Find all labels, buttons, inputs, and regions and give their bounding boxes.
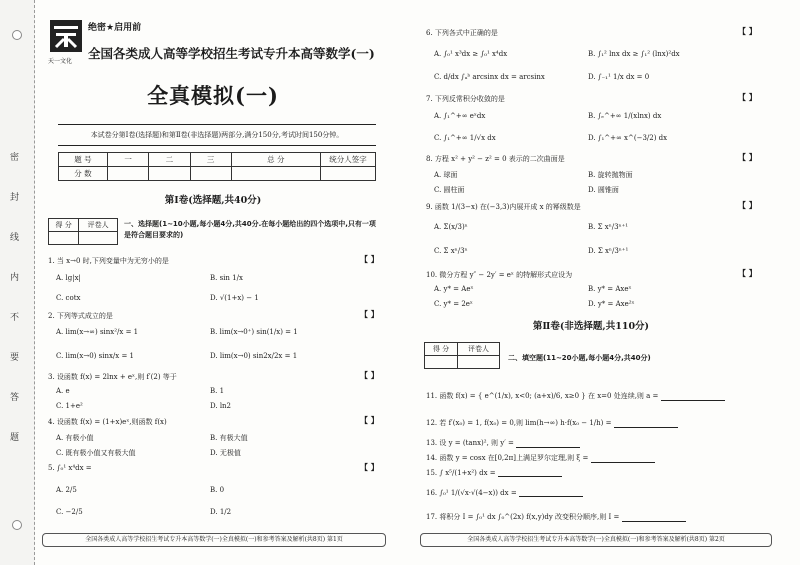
score-header: 统分人签字 (321, 153, 376, 167)
answer-blank[interactable] (622, 514, 686, 522)
score-cell (190, 167, 231, 181)
punch-hole (12, 30, 22, 40)
option: A. 球面 (434, 171, 458, 179)
answer-bracket[interactable]: 【 】 (738, 152, 757, 162)
fill-question (426, 453, 655, 463)
answer-bracket[interactable]: 【 】 (738, 268, 757, 278)
question: 4. 设函数 f(x) = (1+x)eˣ,则函数 f(x) (48, 418, 167, 426)
score-header: 一 (108, 153, 149, 167)
page-left (42, 6, 384, 551)
option: B. ∫ₑ^+∞ 1/(xlnx) dx (588, 112, 662, 120)
question: 10. 微分方程 y″ − 2y′ = eˣ 的特解形式应设为 (426, 271, 573, 279)
option: D. Σ xⁿ/3ⁿ⁺¹ (588, 247, 629, 255)
grader-label: 得 分 (425, 343, 458, 356)
option: A. 2/5 (56, 486, 77, 494)
option: C. 既有极小值又有极大值 (56, 449, 136, 457)
answer-bracket[interactable]: 【 】 (360, 415, 379, 425)
question: 5. ∫₀¹ x⁴dx = (48, 464, 92, 472)
grader-cell (457, 356, 499, 369)
page-footer: 全国各类成人高等学校招生考试专升本高等数学(一)全真模拟(一)和参考答案及解析(共8页) 第1页 (42, 533, 386, 547)
option: A. lg|x| (56, 274, 81, 282)
option: C. d/dx ∫ₐᵇ arcsinx dx = arcsinx (434, 73, 545, 81)
option: B. 1 (210, 387, 225, 395)
part2-instruction: 二、填空题(11~20小题,每小题4分,共40分) (508, 354, 651, 362)
exam-note: 本试卷分第Ⅰ卷(选择题)和第Ⅱ卷(非选择题)两部分,满分150分,考试时间150分钟。 (58, 124, 376, 146)
option: A. Σ(x/3)ⁿ (434, 223, 468, 231)
answer-bracket[interactable]: 【 】 (738, 92, 757, 102)
question: 1. 当 x→0 时,下列变量中为无穷小的是 (48, 257, 169, 265)
option: C. cotx (56, 294, 81, 302)
grader-cell (49, 232, 79, 245)
option: A. e (56, 387, 70, 395)
option: D. 圆锥面 (588, 186, 619, 194)
grader-box (48, 218, 118, 245)
option: C. lim(x→0) sinx/x = 1 (56, 352, 134, 360)
question: 2. 下列等式成立的是 (48, 312, 113, 320)
question: 8. 方程 x² + y² − z² = 0 表示的二次曲面是 (426, 155, 565, 163)
option: C. ∫₁^+∞ 1/√x dx (434, 134, 496, 142)
score-header: 分 数 (59, 167, 108, 181)
score-table (58, 152, 376, 181)
option: A. y* = Aeˣ (434, 285, 474, 293)
seal-char: 不 (10, 313, 20, 323)
option: D. 无极值 (210, 449, 241, 457)
fill-question (426, 469, 562, 477)
option: C. y* = 2eˣ (434, 300, 473, 308)
option: D. ∫₋₁¹ 1/x dx = 0 (588, 73, 650, 81)
seal-char: 内 (10, 273, 20, 283)
secret-label: 绝密★启用前 (88, 23, 142, 33)
punch-hole (12, 520, 22, 530)
option: D. ∫₁^+∞ x^(−3/2) dx (588, 134, 668, 142)
question: 9. 函数 1/(3−x) 在(−3,3)内展开成 x 的幂级数是 (426, 203, 581, 211)
exam-title: 全国各类成人高等学校招生考试专升本高等数学(一) (88, 46, 375, 61)
option: D. √(1+x) − 1 (210, 294, 259, 302)
answer-bracket[interactable]: 【 】 (360, 462, 379, 472)
option: A. ∫₁^+∞ eˣdx (434, 112, 486, 120)
option: D. y* = Axe²ˣ (588, 300, 635, 308)
fill-question-text: 17. 将积分 I = ∫₀¹ dx ∫₀^(2x) f(x,y)dy 改变积分顺序,则 I = (426, 513, 620, 521)
option: B. 0 (210, 486, 225, 494)
grader-label: 得 分 (49, 219, 79, 232)
option: C. −2/5 (56, 508, 83, 516)
option: B. lim(x→0⁺) sin(1/x) = 1 (210, 328, 298, 336)
grader-cell (79, 232, 118, 245)
part1-instruction: 一、选择题(1~10小题,每小题4分,共40分.在每小题给出的四个选项中,只有一项是符合题目要求的) (124, 220, 376, 239)
fill-question (426, 418, 678, 428)
option: D. ln2 (210, 402, 232, 410)
score-header: 三 (190, 153, 231, 167)
option: B. 旋转抛物面 (588, 171, 633, 179)
option: C. Σ xⁿ/3ⁿ (434, 247, 468, 255)
score-cell (149, 167, 190, 181)
page-right (420, 6, 780, 551)
fill-question (426, 391, 725, 401)
option: B. sin 1/x (210, 274, 243, 282)
grader-cell (425, 356, 458, 369)
seal-char: 题 (10, 433, 20, 443)
fill-question-text: 11. 函数 f(x) = { e^(1/x), x<0; (a+x)/6, x≥0 } 在 x=0 处连续,则 a = (426, 392, 659, 400)
seal-char: 封 (10, 193, 20, 203)
option: A. lim(x→∞) sinx²/x = 1 (56, 328, 139, 336)
option: C. 圆柱面 (434, 186, 465, 194)
question: 3. 设函数 f(x) = 2lnx + eˣ,则 f′(2) 等于 (48, 373, 177, 381)
score-header: 总 分 (231, 153, 320, 167)
grader-label: 评卷人 (79, 219, 118, 232)
answer-blank[interactable] (614, 420, 678, 428)
fill-question (426, 438, 580, 448)
fill-question-text: 16. ∫₀¹ 1/(√x·√(4−x)) dx = (426, 489, 517, 497)
page-footer: 全国各类成人高等学校招生考试专升本高等数学(一)全真模拟(一)和参考答案及解析(共8页) 第2页 (420, 533, 772, 547)
grader-label: 评卷人 (457, 343, 499, 356)
option: B. 有极大值 (210, 434, 248, 442)
question: 6. 下列各式中正确的是 (426, 29, 498, 37)
option: C. 1+e² (56, 402, 83, 410)
seal-char: 要 (10, 353, 20, 363)
score-header: 二 (149, 153, 190, 167)
answer-blank[interactable] (661, 393, 725, 401)
answer-blank[interactable] (591, 455, 655, 463)
answer-bracket[interactable]: 【 】 (360, 309, 379, 319)
answer-blank[interactable] (519, 489, 583, 497)
score-header: 题 号 (59, 153, 108, 167)
part1-title: 第Ⅰ卷(选择题,共40分) (164, 195, 262, 206)
option: A. ∫₀¹ x³dx ≥ ∫₀¹ x⁴dx (434, 50, 508, 58)
fill-question-text: 15. ∫ x⁵/(1+x²) dx = (426, 469, 496, 477)
score-cell (108, 167, 149, 181)
fill-question-text: 13. 设 y = (tanx)², 则 y′ = (426, 439, 514, 447)
seal-char: 线 (10, 233, 20, 243)
fill-question (426, 489, 583, 497)
score-cell (231, 167, 320, 181)
answer-blank[interactable] (498, 469, 562, 477)
seal-char: 答 (10, 393, 20, 403)
publisher-logo-icon (50, 20, 82, 52)
page-title: 全真模拟(一) (147, 83, 279, 108)
option: B. Σ xⁿ/3ⁿ⁺¹ (588, 223, 629, 231)
option: B. y* = Axeˣ (588, 285, 632, 293)
answer-blank[interactable] (516, 440, 580, 448)
logo-text: 天一文化 (48, 58, 73, 65)
answer-bracket[interactable]: 【 】 (738, 26, 757, 36)
score-cell (321, 167, 376, 181)
answer-bracket[interactable]: 【 】 (360, 370, 379, 380)
question: 7. 下列反常积分收敛的是 (426, 95, 505, 103)
option: D. lim(x→0) sin2x/2x = 1 (210, 352, 298, 360)
fill-question-text: 12. 若 f′(x₀) = 1, f(x₀) = 0,则 lim(h→∞) h·f(x₀ − 1/h) = (426, 419, 612, 427)
grader-box (424, 342, 500, 369)
option: A. 有极小值 (56, 434, 94, 442)
option: B. ∫₁² lnx dx ≥ ∫₁² (lnx)²dx (588, 50, 680, 58)
binding-margin (0, 0, 35, 565)
part2-title: 第Ⅱ卷(非选择题,共110分) (532, 321, 650, 332)
answer-bracket[interactable]: 【 】 (738, 200, 757, 210)
seal-char: 密 (10, 153, 20, 163)
fill-question (426, 512, 686, 522)
answer-bracket[interactable]: 【 】 (360, 254, 379, 264)
fill-question-text: 14. 函数 y = cosx 在[0,2π]上满足罗尔定理,则 ξ = (426, 454, 589, 462)
option: D. 1/2 (210, 508, 232, 516)
